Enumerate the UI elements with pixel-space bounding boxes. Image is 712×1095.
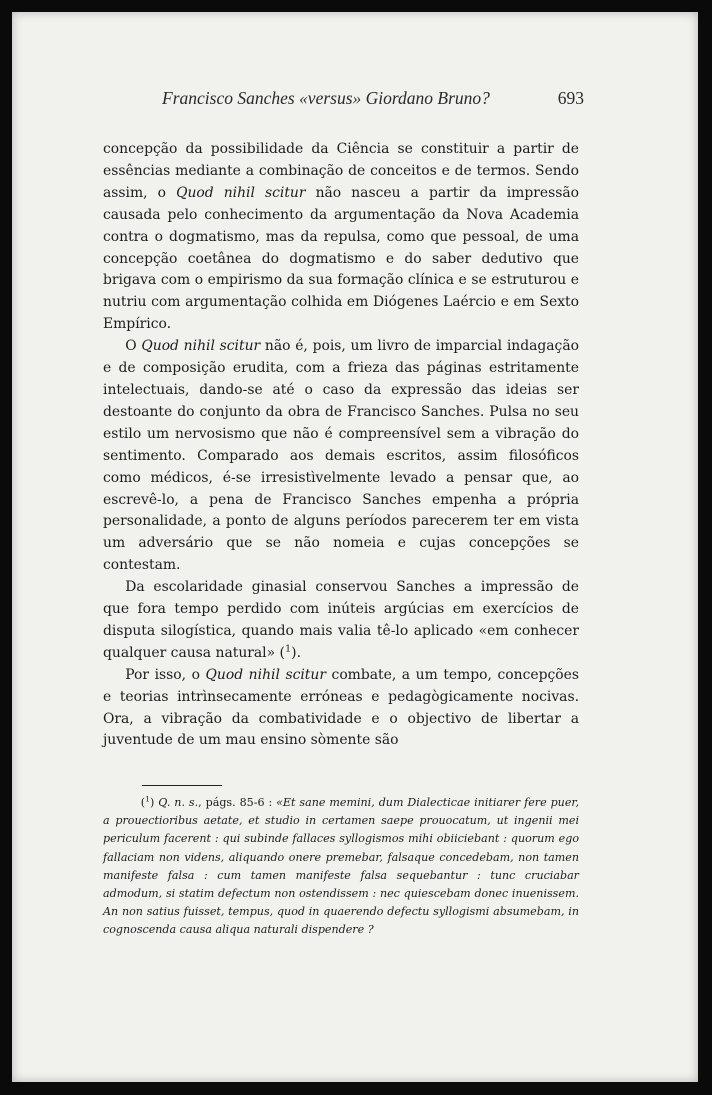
footnote-marker: 1: [145, 794, 151, 804]
page-header: [152, 88, 582, 116]
footnote-pages: , págs. 85-6 :: [198, 796, 277, 809]
footnote-paragraph: ($^1$) Q. n. s., págs. 85-6 : «Et sane memini, dum Dialecticae initiarer fere puer, a prouectioribus aetate, et studio in certamen saepe prouocatum, ut ingenii mei periculum facerent : qui subinde fallaces syllogismos mihi obiiciebant : quorum ego fallaciam non videns, aliquando onere premebar, falsaque concedebam, non tamen manifeste falsa : cum tamen manifeste falsa sequebantur : tunc cruciabar admodum, si statim defectum non ostendissem : nec quiescebam donec inuenissem. An non satius fuisset, tempus, quod in quaerendo defectu syllogismi absumebam, in cognoscenda causa aliqua naturali dispendere ?: [103, 794, 579, 937]
text-run: combate, a um tempo, concepções e teorias intrìnsecamente erróneas e pedagògicamente nocivas. Ora, a vibração da combatividade e o objectivo de libertar a juventude de um mau ensino sòmente são: [103, 666, 579, 749]
page-number: 693: [557, 88, 584, 108]
paragraph-3: [103, 577, 579, 665]
text-run: ).: [291, 644, 301, 661]
footnote-source: Q. n. s.: [158, 796, 199, 809]
book-page: [12, 12, 698, 1082]
footnote-reference: 1: [284, 643, 292, 655]
footnote: [103, 794, 579, 940]
paragraph-4: [103, 665, 579, 753]
text-run: Por isso, o: [125, 666, 206, 683]
footnote-divider: [142, 785, 222, 786]
paragraph-1: [103, 139, 579, 336]
body-text: [103, 139, 579, 752]
paragraph-2: [103, 336, 579, 577]
text-run: não nasceu a partir da impressão causada pelo conhecimento da argumentação da Nova Academia contra o dogmatismo, mas da repulsa, como que pessoal, de uma concepção coetânea do dogmatismo e do saber dedutivo que brigava com o empirismo da sua formação clínica e se estruturou e nutriu com argumentação colhida em Diógenes Laércio e em Sexto Empírico.: [103, 184, 579, 333]
running-title: Francisco Sanches «versus» Giordano Bruno?: [162, 88, 490, 108]
book-title: Quod nihil scitur: [141, 338, 261, 355]
text-run: concepção da possibilidade da Ciência se constituir a partir de essências mediante a combinação de conceitos e de termos. Sendo assim, o: [103, 141, 579, 201]
footnote-quote: «Et sane memini, dum Dialecticae initiarer fere puer, a prouectioribus aetate, et studio in certamen saepe prouocatum, ut ingenii mei periculum facerent : qui subinde fallaces syllogismos mihi obiiciebant : quorum ego fallaciam non videns, aliquando onere premebar, falsaque concedebam, non tamen manifeste falsa : cum tamen manifeste falsa sequebantur : tunc cruciabar admodum, si statim defectum non ostendissem : nec quiescebam donec inuenissem. An non satius fuisset, tempus, quod in quaerendo defectu syllogismi absumebam, in cognoscenda causa aliqua naturali dispendere ?: [103, 796, 579, 937]
book-title: Quod nihil scitur: [205, 666, 326, 683]
text-run: O: [125, 338, 142, 355]
book-title: Quod nihil scitur: [176, 184, 306, 201]
text-run: não é, pois, um livro de imparcial indagação e de composição erudita, com a frieza das páginas estritamente intelectuais, dando-se até o caso da expressão das ideias ser destoante do conjunto da obra de Francisco Sanches. Pulsa no seu estilo um nervosismo que não é compreensível sem a vibração do sentimento. Comparado aos demais escritos, assim filosóficos como médicos, é-se irresistìvelmente levado a pensar que, ao escrevê-lo, a pena de Francisco Sanches empenha a própria personalidade, a ponto de alguns períodos parecerem ter em vista um adversário que se não nomeia e cujas concepções se contestam.: [103, 338, 579, 574]
text-run: Da escolaridade ginasial conservou Sanches a impressão de que fora tempo perdido com inúteis argúcias em exercícios de disputa silogística, quando mais valia tê-lo aplicado «em conhecer qualquer causa natural» (: [103, 579, 579, 661]
